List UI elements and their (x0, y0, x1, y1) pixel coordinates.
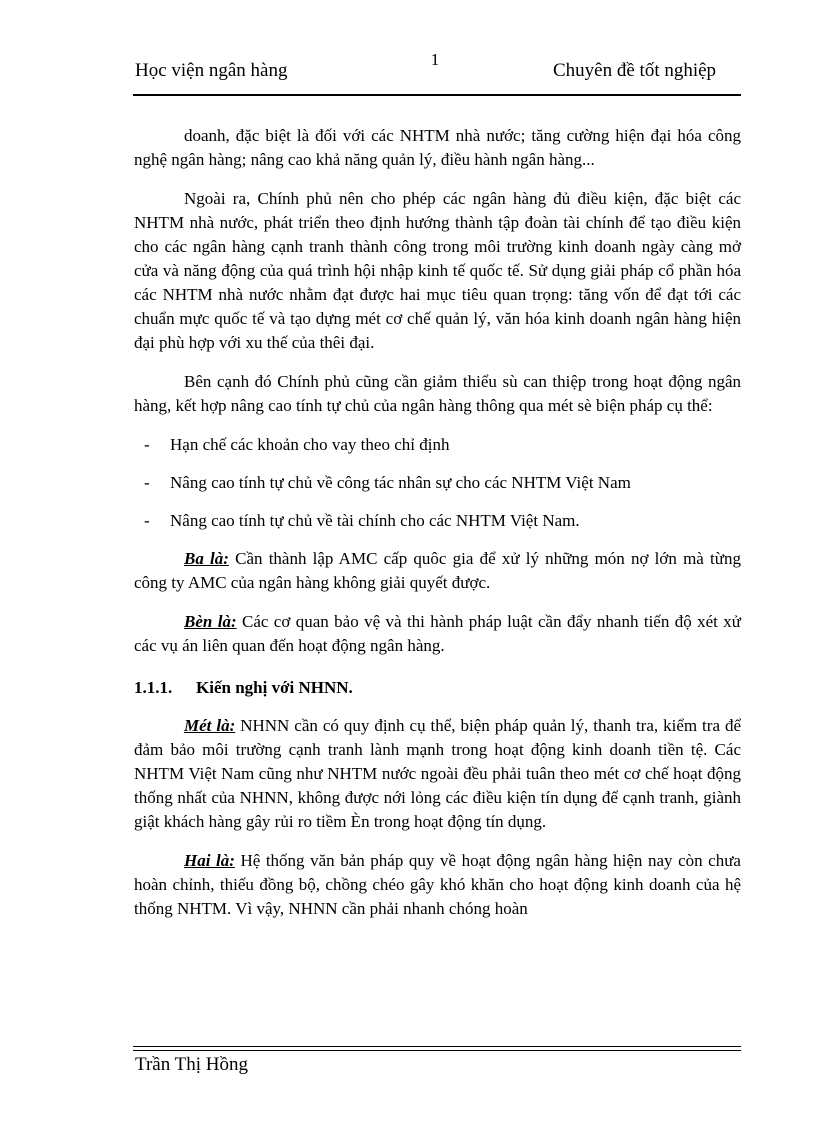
bullet-marker: - (144, 511, 150, 530)
footer-author: Trần Thị Hồng (135, 1054, 248, 1075)
section-heading (134, 676, 741, 700)
footer-rule (133, 1046, 741, 1051)
list-item-text: Nâng cao tính tự chủ về tài chính cho các NHTM Việt Nam. (170, 511, 580, 530)
ba-la-text: Cần thành lập AMC cấp quôc gia để xử lý những món nợ lớn mà từng công ty AMC của ngân hàng không giải quyết được. (134, 549, 741, 592)
section-title: Kiến nghị với NHNN. (196, 678, 353, 697)
bullet-list (134, 433, 741, 533)
paragraph: doanh, đặc biệt là đối với các NHTM nhà nước; tăng cường hiện đại hóa công nghệ ngân hàng; nâng cao khả năng quản lý, điều hành ngân hàng... (134, 126, 741, 169)
section-number: 1.1.1. (134, 678, 173, 697)
paragraph: Bên cạnh đó Chính phủ cũng cần giảm thiểu sù can thiệp trong hoạt động ngân hàng, kết hợp nâng cao tính tự chủ của ngân hàng thông qua mét sè biện pháp cụ thể: (134, 372, 741, 415)
header-institution: Học viện ngân hàng (135, 60, 288, 81)
paragraph-hai-la (134, 849, 741, 921)
mot-la-text: NHNN cần có quy định cụ thể, biện pháp quản lý, thanh tra, kiểm tra để đảm bảo môi trường cạnh tranh lành mạnh trong hoạt động kinh doanh tiền tệ. Các NHTM Việt Nam cũng như NHTM nước ngoài đều phải tuân theo mét cơ chế hoạt động thống nhất của NHNN, không được nới lỏng các điều kiện tín dụng để cạnh tranh, giành giật khách hàng gây rủi ro tiềm Èn trong hoạt động tín dụng. (134, 716, 741, 831)
page-content (134, 124, 741, 921)
hai-la-text: Hệ thống văn bản pháp quy về hoạt động ngân hàng hiện nay còn chưa hoàn chỉnh, thiếu đồng bộ, chồng chéo gây khó khăn cho hoạt động kinh doanh của hệ thống NHTM. Vì vậy, NHNN cần phải nhanh chóng hoàn (134, 851, 741, 918)
bullet-marker: - (144, 435, 150, 454)
list-item (134, 471, 741, 495)
ba-la-label: Ba là: (184, 549, 229, 568)
header-document-type: Chuyên đề tốt nghiệp (553, 60, 717, 81)
paragraph-bon-la (134, 610, 741, 658)
hai-la-label: Hai là: (184, 851, 235, 870)
bullet-marker: - (144, 473, 150, 492)
bon-la-label: Bèn là: (184, 612, 237, 631)
list-item-text: Nâng cao tính tự chủ về công tác nhân sự cho các NHTM Việt Nam (170, 473, 631, 492)
header-rule (133, 94, 741, 96)
list-item (134, 433, 741, 457)
mot-la-label: Mét là: (184, 716, 236, 735)
paragraph-ba-la (134, 547, 741, 595)
bon-la-text: Các cơ quan bảo vệ và thi hành pháp luật cần đẩy nhanh tiến độ xét xử các vụ án liên quan đến hoạt động ngân hàng. (134, 612, 741, 655)
list-item-text: Hạn chế các khoản cho vay theo chỉ định (170, 435, 450, 454)
page-number: 1 (430, 50, 440, 69)
paragraph-mot-la (134, 714, 741, 834)
list-item (134, 509, 741, 533)
paragraph: Ngoài ra, Chính phủ nên cho phép các ngân hàng đủ điều kiện, đặc biệt các NHTM nhà nước, phát triển theo định hướng thành tập đoàn tài chính để tạo điều kiện cho các ngân hàng cạnh tranh thành công trong môi trường kinh doanh ngày càng mở cửa và năng động của quá trình hội nhập kinh tế quốc tế. Sử dụng giải pháp cổ phần hóa các NHTM nhà nước nhằm đạt được hai mục tiêu quan trọng: tăng vốn để đạt tới các chuẩn mực quốc tế và tạo dựng mét cơ chế quản lý, văn hóa kinh doanh ngân hàng hiện đại phù hợp với xu thế của thêi đại. (134, 189, 741, 352)
